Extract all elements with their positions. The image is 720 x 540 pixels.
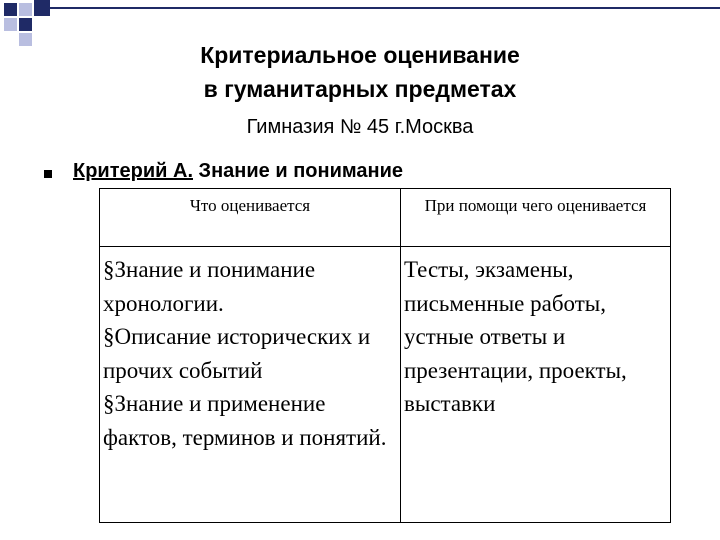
criterion-heading [73, 160, 403, 183]
header-assessed-by: При помощи чего оценивается [401, 189, 671, 247]
criterion-text: Знание и понимание [193, 160, 404, 182]
list-item: §Описание исторических и прочих событий [103, 324, 371, 383]
assessment-methods-cell: Тесты, экзамены, письменные работы, устные ответы и презентации, проекты, выставки [401, 247, 671, 523]
top-rule [44, 7, 720, 9]
header-what-assessed: Что оценивается [100, 189, 401, 247]
criterion-label: Критерий А. [73, 160, 193, 182]
bullet-square-icon [44, 170, 52, 178]
slide-subtitle: Гимназия № 45 г.Москва [246, 116, 474, 138]
table-row [100, 247, 671, 523]
list-item: §Знание и применение фактов, терминов и понятий. [103, 391, 387, 450]
assessed-items-cell [100, 247, 401, 523]
title-line-2: в гуманитарных предметах [203, 76, 517, 102]
list-item: §Знание и понимание хронологии. [103, 257, 316, 316]
title-line-1: Критериальное оценивание [200, 42, 520, 68]
table-header-row [100, 189, 671, 247]
slide-title [0, 38, 720, 106]
criteria-table [99, 188, 671, 523]
